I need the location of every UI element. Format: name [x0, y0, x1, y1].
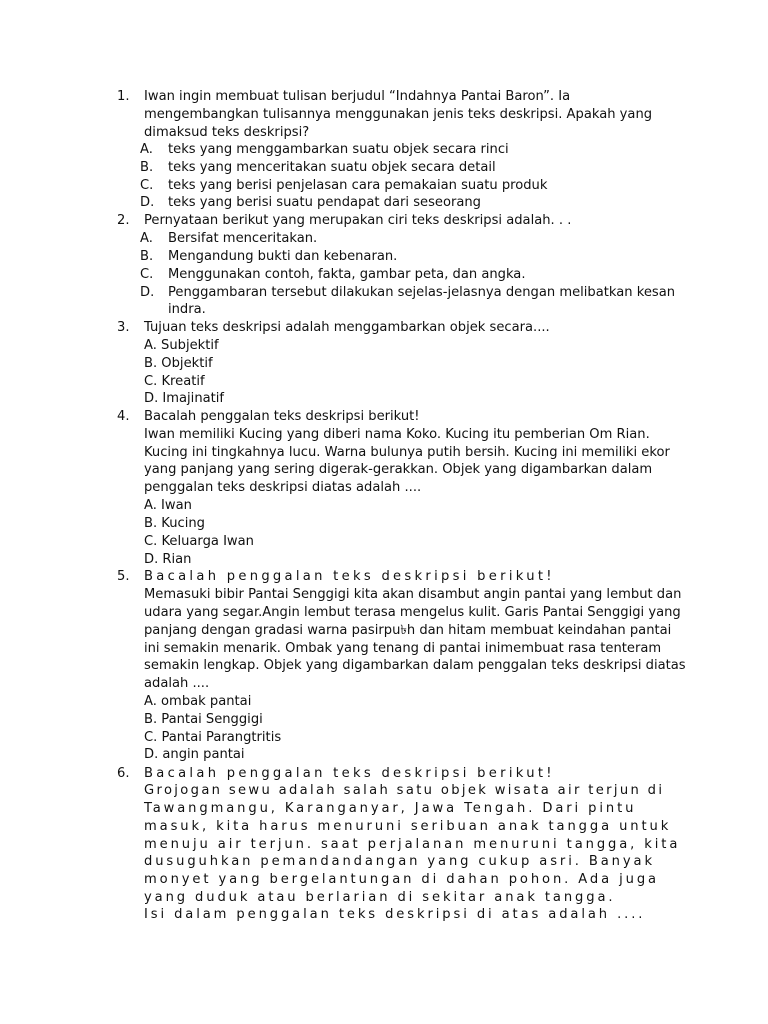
question-stem-line: dimaksud teks deskripsi? [144, 125, 310, 140]
option-item: B. Kucing [144, 516, 205, 531]
option-item: C. Kreatif [144, 374, 205, 389]
option-item: D. Imajinatif [144, 391, 225, 406]
passage-line: yang panjang yang sering digerak-gerakkan. Objek yang digambarkan dalam [144, 462, 653, 477]
question-number: 1. [117, 89, 130, 104]
passage-line: semakin lengkap. Objek yang digambarkan dalam penggalan teks deskripsi diatas [144, 658, 686, 673]
option-item: A. Subjektif [144, 338, 219, 353]
passage-line: ini semakin menarik. Ombak yang tenang di pantai inimembuat rasa tenteram [144, 641, 662, 656]
question-stem-line: Bacalah penggalan teks deskripsi berikut! [144, 409, 420, 424]
passage-line: Isi dalam penggalan teks deskripsi di atas adalah .... [144, 907, 646, 922]
option-text: Penggambaran tersebut dilakukan sejelas-jelasnya dengan melibatkan kesan [168, 285, 676, 300]
passage-line: menuju air terjun. saat perjalanan menuruni tangga, kita [144, 837, 681, 852]
question-number: 2. [117, 213, 130, 228]
passage-line: monyet yang bergelantungan di dahan pohon. Ada juga [144, 872, 659, 887]
option-item: A. Iwan [144, 498, 192, 513]
question-number: 3. [117, 320, 130, 335]
option-letter: B. [140, 160, 154, 175]
option-item: C. Keluarga Iwan [144, 534, 254, 549]
option-text: teks yang menggambarkan suatu objek secara rinci [168, 142, 509, 157]
passage-line: dusuguhkan pemandandangan yang cukup asri. Banyak [144, 854, 655, 869]
passage-line: panjang dengan gradasi warna pasirpu৳h dan hitam membuat keindahan pantai [144, 623, 672, 638]
option-item: B. Pantai Senggigi [144, 712, 263, 727]
passage-line: Kucing ini tingkahnya lucu. Warna bulunya putih bersih. Kucing ini memiliki ekor [144, 445, 670, 460]
question-stem-line: Bacalah penggalan teks deskripsi berikut! [144, 569, 555, 584]
passage-line: Memasuki bibir Pantai Senggigi kita akan disambut angin pantai yang lembut dan [144, 587, 682, 602]
option-text-continued: indra. [168, 302, 206, 317]
option-text: Bersifat menceritakan. [168, 231, 318, 246]
option-item: D. angin pantai [144, 747, 245, 762]
question-number: 4. [117, 409, 130, 424]
option-letter: A. [140, 142, 153, 157]
passage-line: yang duduk atau berlarian di sekitar anak tangga. [144, 890, 616, 905]
option-text: teks yang menceritakan suatu objek secara detail [168, 160, 496, 175]
passage-line: penggalan teks deskripsi diatas adalah .... [144, 480, 422, 495]
question-stem-line: mengembangkan tulisannya menggunakan jenis teks deskripsi. Apakah yang [144, 107, 653, 122]
question-stem-line: Bacalah penggalan teks deskripsi berikut! [144, 766, 555, 781]
option-letter: D. [140, 195, 155, 210]
passage-line: udara yang segar.Angin lembut terasa mengelus kulit. Garis Pantai Senggigi yang [144, 605, 681, 620]
option-letter: D. [140, 285, 155, 300]
option-text: Mengandung bukti dan kebenaran. [168, 249, 398, 264]
option-letter: B. [140, 249, 154, 264]
passage-line: adalah .... [144, 676, 210, 691]
option-item: B. Objektif [144, 356, 213, 371]
option-letter: C. [140, 178, 154, 193]
question-stem-line: Tujuan teks deskripsi adalah menggambarkan objek secara.... [144, 320, 550, 335]
question-number: 5. [117, 569, 130, 584]
passage-line: Tawangmangu, Karanganyar, Jawa Tengah. Dari pintu [144, 801, 637, 816]
option-item: A. ombak pantai [144, 694, 252, 709]
question-number: 6. [117, 766, 130, 781]
option-text: Menggunakan contoh, fakta, gambar peta, dan angka. [168, 267, 526, 282]
question-stem-line: Iwan ingin membuat tulisan berjudul “Indahnya Pantai Baron”. Ia [144, 89, 571, 104]
option-text: teks yang berisi penjelasan cara pemakaian suatu produk [168, 178, 548, 193]
question-stem-line: Pernyataan berikut yang merupakan ciri teks deskripsi adalah. . . [144, 213, 572, 228]
option-text: teks yang berisi suatu pendapat dari seseorang [168, 195, 481, 210]
option-item: C. Pantai Parangtritis [144, 730, 282, 745]
passage-line: Iwan memiliki Kucing yang diberi nama Koko. Kucing itu pemberian Om Rian. [144, 427, 650, 442]
option-letter: A. [140, 231, 153, 246]
option-letter: C. [140, 267, 154, 282]
passage-line: Grojogan sewu adalah salah satu objek wisata air terjun di [144, 783, 665, 798]
passage-line: masuk, kita harus menuruni seribuan anak tangga untuk [144, 819, 672, 834]
option-item: D. Rian [144, 552, 192, 567]
